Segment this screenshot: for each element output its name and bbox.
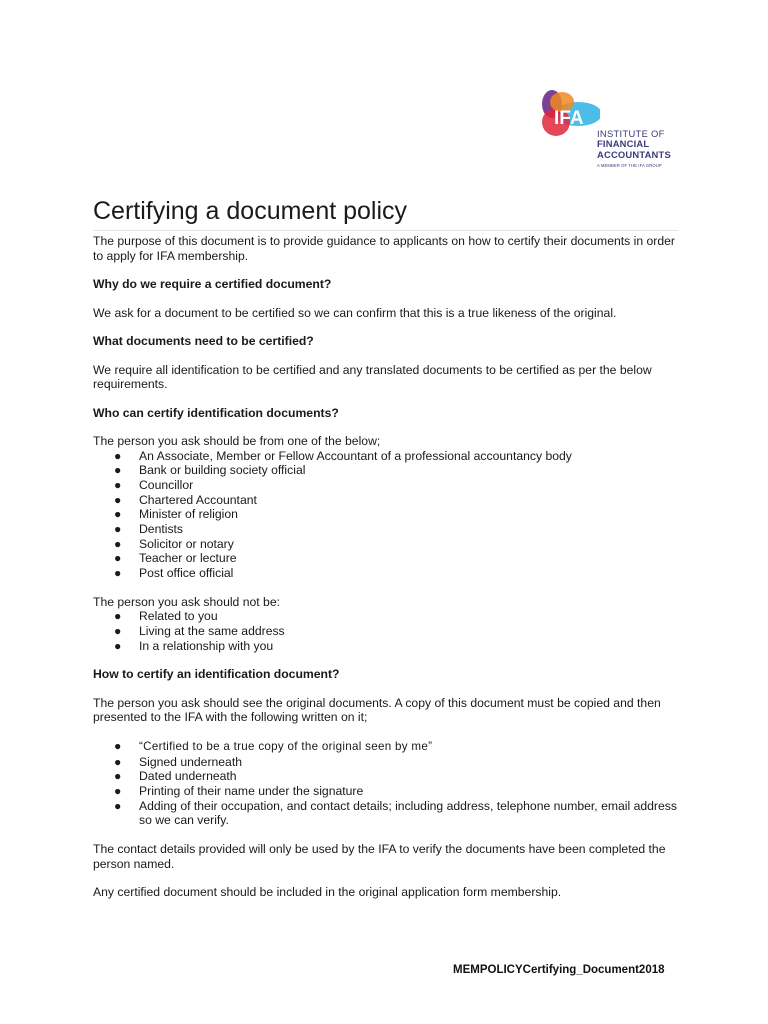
list-item — [93, 624, 678, 639]
list-item — [93, 784, 678, 799]
list-item — [93, 769, 678, 784]
document-reference-footer: MEMPOLICYCertifying_Document2018 — [453, 964, 665, 976]
section-text-why: We ask for a document to be certified so we can confirm that this is a true likeness of the original. — [93, 305, 617, 320]
list-item-text: Adding of their occupation, and contact details; including address, telephone number, email address so we can verify. — [139, 798, 677, 828]
bullet-icon: ● — [114, 492, 122, 507]
list-item-text: An Associate, Member or Fellow Accountant of a professional accountancy body — [139, 448, 572, 463]
list-item-text: Post office official — [139, 566, 234, 581]
bullet-icon: ● — [114, 609, 122, 624]
list-item — [93, 799, 678, 828]
section-text-how: The person you ask should see the original documents. A copy of this document must be copied and then presented to the IFA with the following written on it; — [93, 695, 661, 725]
bullet-icon: ● — [114, 463, 122, 478]
list-item-text: Councillor — [139, 477, 194, 492]
bullet-icon: ● — [114, 522, 122, 537]
bullet-icon: ● — [114, 738, 122, 753]
list-item — [93, 449, 678, 464]
bullet-icon: ● — [114, 507, 122, 522]
bullet-icon: ● — [114, 798, 122, 813]
list-item — [93, 507, 678, 522]
contact-note: The contact details provided will only be used by the IFA to verify the documents have been completed the person named. — [93, 842, 666, 871]
list-item-text: Dated underneath — [139, 769, 237, 784]
list-item-text: Minister of religion — [139, 507, 238, 522]
list-item-text: “Certified to be a true copy of the original seen by me” — [139, 739, 433, 753]
list-item-text: Bank or building society official — [139, 463, 306, 478]
should-not-list — [93, 609, 678, 653]
document-body — [93, 196, 678, 900]
list-item-text: Teacher or lecture — [139, 551, 237, 566]
bullet-icon: ● — [114, 551, 122, 566]
list-item — [93, 609, 678, 624]
intro-paragraph: The purpose of this document is to provide guidance to applicants on how to certify their documents in order to apply for IFA membership. — [93, 234, 675, 263]
list-item — [93, 493, 678, 508]
list-item — [93, 478, 678, 493]
list-item-text: Signed underneath — [139, 754, 243, 769]
closing-note: Any certified document should be included in the original application form membership. — [93, 885, 562, 900]
list-item — [93, 639, 678, 654]
list-item-text: Dentists — [139, 522, 184, 537]
list-item-text: Living at the same address — [139, 624, 285, 639]
section-heading-how: How to certify an identification document? — [93, 667, 340, 682]
bullet-icon: ● — [114, 754, 122, 769]
section-text-what: We require all identification to be certified and any translated documents to be certified as per the below requirements. — [93, 362, 652, 391]
logo-line-4: A MEMBER OF THE IFA GROUP — [597, 163, 662, 169]
bullet-icon: ● — [114, 566, 122, 581]
list-item — [93, 755, 678, 770]
ifa-logo-mark-icon — [538, 88, 600, 138]
logo-mark-text: IFA — [554, 108, 584, 129]
logo-line-3: ACCOUNTANTS — [597, 148, 671, 160]
list-item-text: Chartered Accountant — [139, 492, 257, 507]
list-item — [93, 551, 678, 566]
should-be-intro: The person you ask should be from one of the below; — [93, 434, 381, 448]
logo-line-2: FINANCIAL — [597, 138, 650, 150]
certification-requirements-list — [93, 739, 678, 828]
list-item-text: Printing of their name under the signature — [139, 784, 364, 799]
should-be-list — [93, 449, 678, 581]
list-item — [93, 739, 678, 755]
bullet-icon: ● — [114, 638, 122, 653]
list-item — [93, 566, 678, 581]
logo-line-1: INSTITUTE OF — [597, 128, 665, 139]
bullet-icon: ● — [114, 784, 122, 799]
ifa-logo — [538, 88, 678, 170]
logo-wordmark — [597, 129, 671, 168]
list-item — [93, 463, 678, 478]
bullet-icon: ● — [114, 477, 122, 492]
list-item — [93, 537, 678, 552]
list-item-text: Related to you — [139, 609, 218, 624]
bullet-icon: ● — [114, 624, 122, 639]
should-not-intro: The person you ask should not be: — [93, 594, 280, 609]
section-heading-who: Who can certify identification documents? — [93, 405, 339, 420]
bullet-icon: ● — [114, 536, 122, 551]
section-heading-what: What documents need to be certified? — [93, 334, 314, 348]
list-item-text: In a relationship with you — [139, 638, 274, 653]
bullet-icon: ● — [114, 769, 122, 784]
list-item — [93, 522, 678, 537]
page-title: Certifying a document policy — [93, 196, 678, 231]
list-item-text: Solicitor or notary — [139, 536, 234, 551]
bullet-icon: ● — [114, 448, 122, 463]
section-heading-why: Why do we require a certified document? — [93, 277, 332, 291]
